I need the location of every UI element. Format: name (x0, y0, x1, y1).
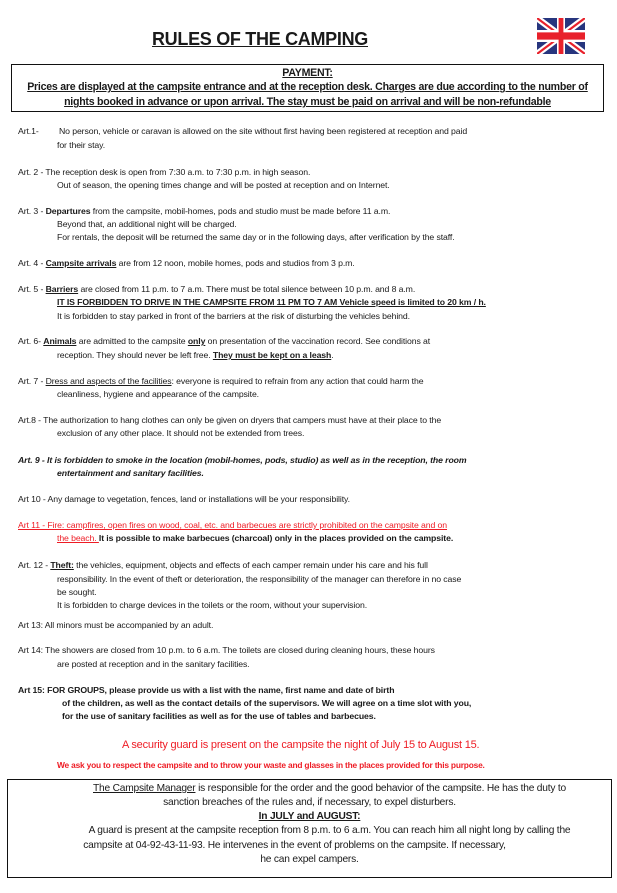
article-text: Beyond that, an additional night will be charged. (57, 219, 237, 229)
article-text: reception. They should never be left free. They must be kept on a leash. (57, 350, 334, 360)
article-text: Art. 4 - Campsite arrivals are from 12 noon, mobile homes, pods and studios from 3 p.m. (18, 258, 355, 268)
article-text: Art. 5 - Barriers are closed from 11 p.m. to 7 a.m. There must be total silence between 10 p.m. and 8 a.m. (18, 284, 416, 294)
manager-heading: In JULY and AUGUST: (258, 811, 361, 822)
article-text: for their stay. (57, 140, 106, 150)
article-text: Art. 7 - Dress and aspects of the facilities: everyone is required to refrain from any action that could harm the (18, 376, 424, 386)
article-text: It is forbidden to charge devices in the toilets or the room, without your supervision. (57, 600, 368, 610)
respect-notice: We ask you to respect the campsite and to throw your waste and glasses in the places provided for this purpose. (57, 760, 485, 770)
article-text: responsibility. In the event of theft or deterioration, the responsibility of the manager can therefore in no case (57, 574, 462, 584)
manager-line: The Campsite Manager is responsible for the order and the good behavior of the campsite. He has the duty to (93, 783, 566, 794)
manager-line: sanction breaches of the rules and, if necessary, to expel disturbers. (163, 797, 456, 808)
payment-box (11, 64, 604, 112)
page-title: RULES OF THE CAMPING (151, 29, 368, 49)
article-text: Art 15: FOR GROUPS, please provide us with a list with the name, first name and date of birth (18, 685, 395, 695)
article-text: Art. 9 - It is forbidden to smoke in the location (mobil-homes, pods, studio) as well as in the reception, the room (18, 455, 467, 465)
payment-heading: PAYMENT: (282, 67, 333, 79)
article-text: of the children, as well as the contact details of the supervisors. We will agree on a time slot with you, (62, 698, 472, 708)
uk-flag-icon (537, 18, 585, 54)
article-text: No person, vehicle or caravan is allowed on the site without first having been registered at reception and paid (59, 126, 468, 136)
manager-box (7, 779, 612, 878)
manager-line: he can expel campers. (260, 854, 359, 865)
article-text: It is forbidden to stay parked in front of the barriers at the risk of disturbing the vehicles behind. (57, 311, 410, 321)
article-text: be sought. (57, 587, 97, 597)
article-text: Art. 3 - Departures from the campsite, mobil-homes, pods and studio must be made before 11 a.m. (18, 206, 391, 216)
article-text: Art. 2 - The reception desk is open from 7:30 a.m. to 7:30 p.m. in high season. (18, 167, 311, 177)
article-text: Art 14: The showers are closed from 10 p.m. to 6 a.m. The toilets are closed during cleaning hours, these hours (18, 645, 435, 655)
security-notice: A security guard is present on the campsite the night of July 15 to August 15. (122, 739, 480, 751)
article-text: are posted at reception and in the sanitary facilities. (57, 659, 250, 669)
article-text: Art 10 - Any damage to vegetation, fences, land or installations will be your responsibility. (18, 494, 350, 504)
article-text: Art. 6- Animals are admitted to the campsite only on presentation of the vaccination record. See conditions at (18, 336, 431, 346)
payment-line: nights booked in advance or upon arrival. The stay must be paid on arrival and will be non-refundable (64, 96, 551, 108)
article-text: exclusion of any other place. It should not be extended from trees. (57, 428, 305, 438)
article-text: For rentals, the deposit will be returned the same day or in the following days, after verification by the staff. (57, 232, 455, 242)
article-text: Art 11 - Fire: campfires, open fires on wood, coal, etc. and barbecues are strictly prohibited on the campsite and on (18, 520, 448, 530)
article-label: Art.1- (18, 126, 39, 136)
article-text: Art. 12 - Theft: the vehicles, equipment, objects and effects of each camper remain under his care and his full (18, 560, 428, 570)
manager-line: campsite at 04-92-43-11-93. He intervenes in the event of problems on the campsite. If necessary, (83, 840, 506, 851)
article-text: for the use of sanitary facilities as well as for the use of tables and barbecues. (62, 711, 376, 721)
manager-line: A guard is present at the campsite reception from 8 p.m. to 6 a.m. You can reach him all night long by calling the (88, 825, 571, 836)
article-text: entertainment and sanitary facilities. (57, 468, 204, 478)
article-text: Out of season, the opening times change and will be posted at reception and on Internet. (57, 180, 390, 190)
article-text: Art.8 - The authorization to hang clothes can only be given on dryers that campers must have at their place to the (18, 415, 442, 425)
article-text: IT IS FORBIDDEN TO DRIVE IN THE CAMPSITE FROM 11 PM TO 7 AM Vehicle speed is limited to 20 km / h. (57, 297, 486, 307)
article-text: Art 13: All minors must be accompanied by an adult. (18, 620, 214, 630)
article-text: cleanliness, hygiene and appearance of the campsite. (57, 389, 259, 399)
payment-line: Prices are displayed at the campsite entrance and at the reception desk. Charges are due according to the number of (27, 81, 588, 93)
article-text: the beach. It is possible to make barbecues (charcoal) only in the places provided on the campsite. (57, 533, 454, 543)
